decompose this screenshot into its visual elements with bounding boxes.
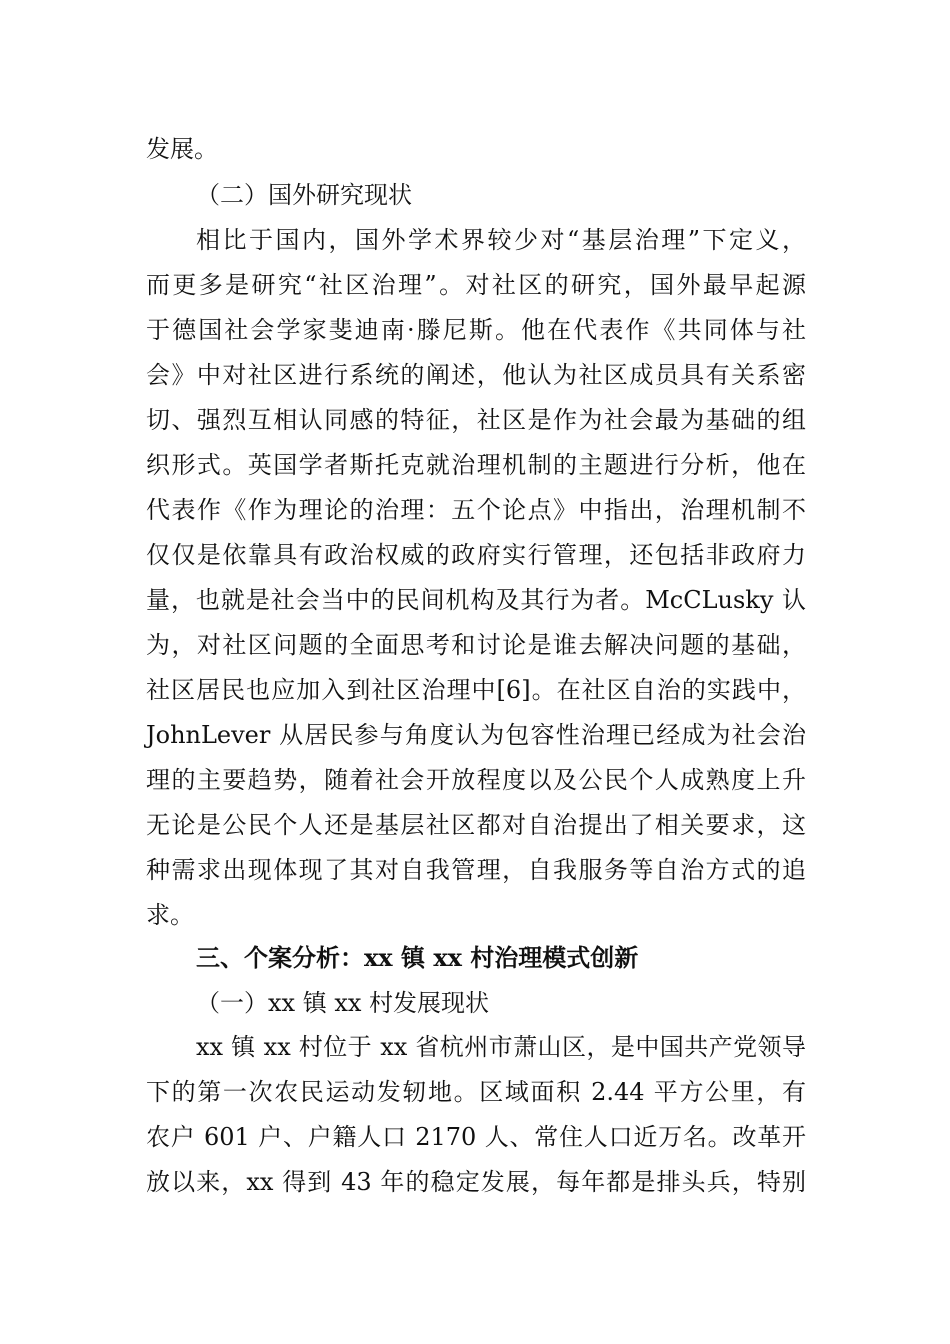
paragraph-line: 切、强烈互相认同感的特征，社区是作为社会最为基础的组 bbox=[146, 406, 806, 434]
paragraph-line: 量，也就是社会当中的民间机构及其行为者。McCLusky 认 bbox=[146, 586, 806, 614]
section-heading: 三、个案分析：xx 镇 xx 村治理模式创新 bbox=[196, 943, 639, 972]
subsection-heading: （二）国外研究现状 bbox=[196, 181, 412, 209]
paragraph-line: 放以来，xx 得到 43 年的稳定发展，每年都是排头兵，特别 bbox=[146, 1168, 806, 1196]
paragraph-line: 无论是公民个人还是基层社区都对自治提出了相关要求，这 bbox=[146, 811, 806, 839]
paragraph-line: 为，对社区问题的全面思考和讨论是谁去解决问题的基础， bbox=[146, 631, 806, 659]
paragraph-line: 农户 601 户、户籍人口 2170 人、常住人口近万名。改革开 bbox=[146, 1123, 806, 1151]
paragraph-line: 发展。 bbox=[146, 135, 218, 163]
paragraph-line: 会》中对社区进行系统的阐述，他认为社区成员具有关系密 bbox=[146, 361, 806, 389]
paragraph-line: 下的第一次农民运动发轫地。区域面积 2.44 平方公里，有 bbox=[146, 1078, 806, 1106]
paragraph-line: 理的主要趋势，随着社会开放程度以及公民个人成熟度上升 bbox=[146, 766, 806, 794]
paragraph-line: 求。 bbox=[146, 901, 194, 929]
paragraph-line: 社区居民也应加入到社区治理中[6]。在社区自治的实践中， bbox=[146, 676, 806, 704]
paragraph-line: JohnLever 从居民参与角度认为包容性治理已经成为社会治 bbox=[146, 721, 806, 749]
paragraph-line: 仅仅是依靠具有政治权威的政府实行管理，还包括非政府力 bbox=[146, 541, 806, 569]
paragraph-line: 于德国社会学家斐迪南·滕尼斯。他在代表作《共同体与社 bbox=[146, 316, 806, 344]
paragraph-line: 而更多是研究“社区治理”。对社区的研究，国外最早起源 bbox=[146, 271, 806, 299]
paragraph-line: 织形式。英国学者斯托克就治理机制的主题进行分析，他在 bbox=[146, 451, 806, 479]
subsection-heading: （一）xx 镇 xx 村发展现状 bbox=[196, 989, 490, 1017]
paragraph-line: xx 镇 xx 村位于 xx 省杭州市萧山区，是中国共产党领导 bbox=[196, 1033, 806, 1061]
paragraph-line: 代表作《作为理论的治理：五个论点》中指出，治理机制不 bbox=[146, 496, 806, 524]
paragraph-line: 相比于国内，国外学术界较少对“基层治理”下定义， bbox=[196, 226, 806, 254]
paragraph-line: 种需求出现体现了其对自我管理，自我服务等自治方式的追 bbox=[146, 856, 806, 884]
